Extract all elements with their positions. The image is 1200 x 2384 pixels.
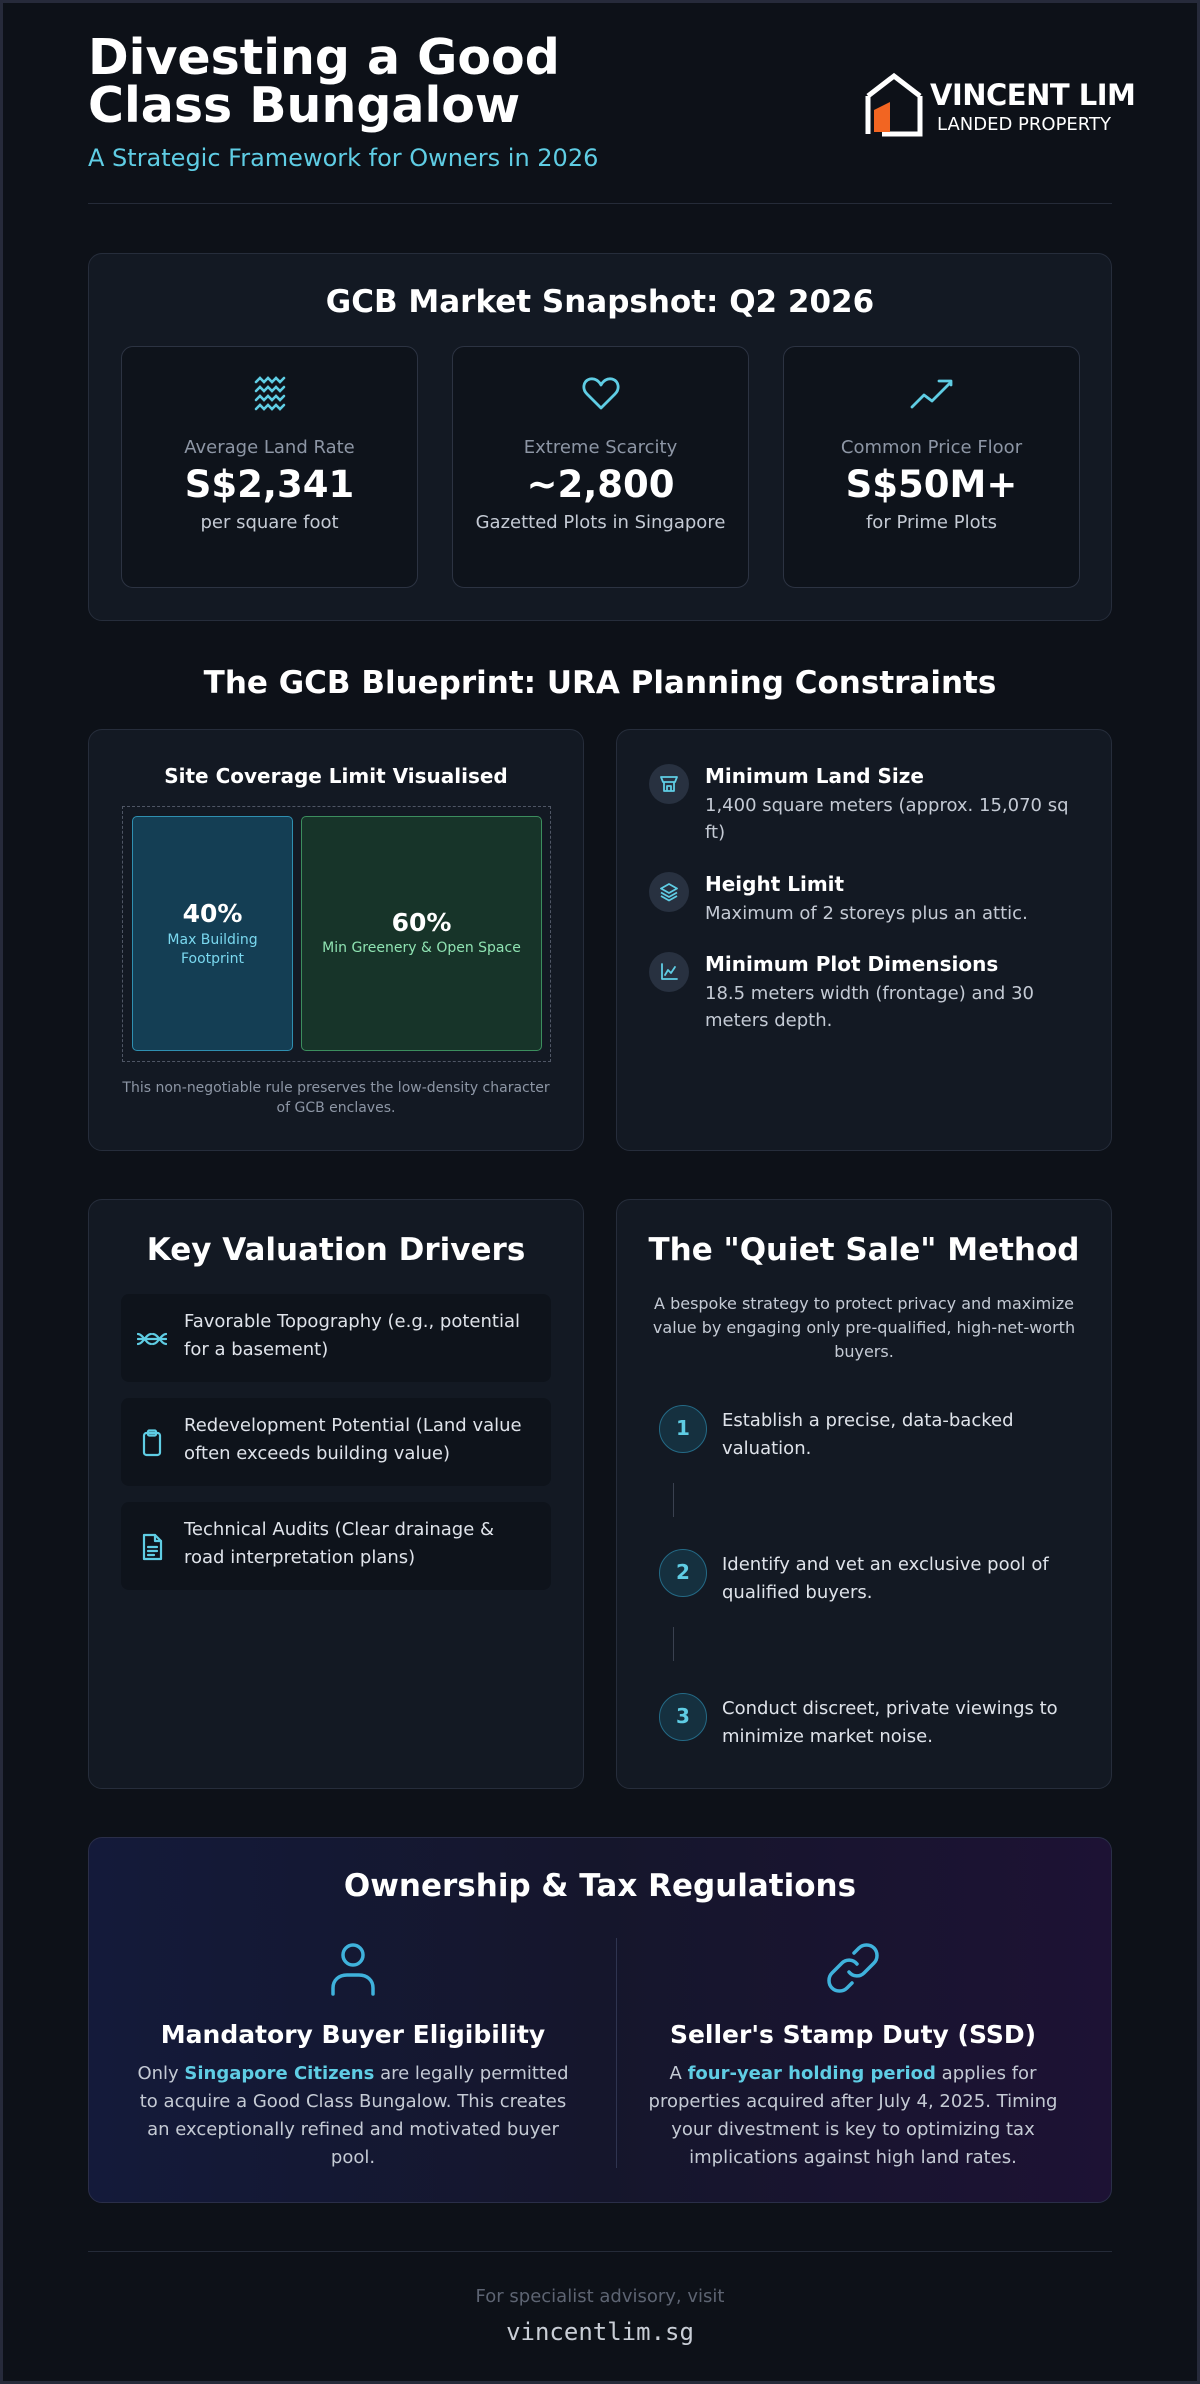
constraint-desc: Maximum of 2 storeys plus an attic. [705, 903, 1028, 924]
ssd-title: Seller's Stamp Duty (SSD) [669, 2020, 1037, 2049]
document-icon [137, 1532, 167, 1562]
building-footprint-block [132, 816, 293, 1051]
driver-item [121, 1502, 551, 1590]
site-coverage-card [88, 729, 584, 1151]
page-subtitle: A Strategic Framework for Owners in 2026 [88, 144, 599, 172]
clipboard-icon [137, 1428, 167, 1458]
constraint-desc: 1,400 square meters (approx. 15,070 sq ft) [705, 795, 1069, 843]
driver-text: Favorable Topography (e.g., potential for a basement) [184, 1311, 520, 1360]
coverage-note: This non-negotiable rule preserves the low-density character of GCB enclaves. [122, 1080, 550, 1116]
constraint-item [649, 762, 1087, 852]
building-pct: 40% [182, 899, 243, 928]
step-item [659, 1693, 1081, 1753]
eligibility-desc: Only Singapore Citizens are legally permitted to acquire a Good Class Bungalow. This creates an exceptionally refined and motivated buyer pool. [137, 2063, 569, 2168]
header [88, 29, 1136, 204]
trending-up-icon [784, 373, 1079, 413]
step-connector [673, 1483, 674, 1517]
user-icon [323, 1938, 383, 1998]
driver-item [121, 1294, 551, 1382]
step-number: 2 [659, 1549, 707, 1597]
brand-logo[interactable] [864, 70, 1136, 138]
house-logo-icon [864, 70, 924, 138]
dimensions-icon [649, 952, 689, 992]
constraint-desc: 18.5 meters width (frontage) and 30 meters depth. [705, 983, 1034, 1031]
stat-card-land-rate [121, 346, 418, 588]
constraints-card [616, 729, 1112, 1151]
step-connector [673, 1627, 674, 1661]
ownership-title: Ownership & Tax Regulations [343, 1868, 857, 1904]
step-number: 1 [659, 1405, 707, 1453]
stat-value: S$2,341 [184, 463, 355, 506]
waves-icon [122, 373, 417, 413]
step-number: 3 [659, 1693, 707, 1741]
constraint-title: Minimum Plot Dimensions [705, 952, 999, 976]
logo-tagline: LANDED PROPERTY [937, 114, 1111, 135]
footer-url-link[interactable]: vincentlim.sg [506, 2318, 694, 2346]
layers-icon [649, 872, 689, 912]
building-label: Max Building Footprint [167, 932, 258, 967]
link-icon [823, 1938, 883, 1998]
step-item [659, 1405, 1081, 1465]
footer-divider [88, 2251, 1112, 2252]
green-label: Min Greenery & Open Space [322, 940, 521, 956]
highlight-citizens: Singapore Citizens [184, 2063, 375, 2084]
stat-value: S$50M+ [845, 463, 1018, 506]
quiet-sale-title: The "Quiet Sale" Method [648, 1232, 1080, 1268]
step-item [659, 1549, 1081, 1609]
stat-card-price-floor [783, 346, 1080, 588]
stat-label: Average Land Rate [184, 437, 355, 458]
driver-item [121, 1398, 551, 1486]
stat-label: Extreme Scarcity [523, 437, 678, 458]
plot-boundary [122, 806, 551, 1062]
quiet-sale-intro: A bespoke strategy to protect privacy and maximize value by engaging only pre-qualified, high-net-worth buyers. [652, 1294, 1076, 1361]
driver-text: Redevelopment Potential (Land value often exceeds building value) [184, 1415, 522, 1464]
snapshot-title: GCB Market Snapshot: Q2 2026 [325, 284, 875, 320]
constraint-title: Height Limit [705, 872, 845, 896]
constraint-item [649, 950, 1087, 1040]
ownership-divider [616, 1938, 617, 2168]
green-pct: 60% [391, 908, 452, 937]
stat-label: Common Price Floor [840, 437, 1023, 458]
topography-icon [137, 1324, 167, 1354]
step-text: Conduct discreet, private viewings to minimize market noise. [722, 1698, 1058, 1747]
valuation-title: Key Valuation Drivers [146, 1232, 526, 1268]
ssd-desc: A four-year holding period applies for properties acquired after July 4, 2025. Timing your divestment is key to optimizing tax implications against high land rates. [648, 2063, 1058, 2168]
logo-name: VINCENT LIM [930, 78, 1136, 112]
greenery-block [301, 816, 542, 1051]
header-divider [88, 203, 1112, 204]
stat-unit: Gazetted Plots in Singapore [475, 512, 726, 533]
driver-text: Technical Audits (Clear drainage & road interpretation plans) [184, 1519, 495, 1568]
quiet-sale-card [616, 1199, 1112, 1789]
coverage-title: Site Coverage Limit Visualised [164, 764, 508, 788]
highlight-holding-period: four-year holding period [687, 2063, 936, 2084]
step-text: Establish a precise, data-backed valuation. [722, 1410, 1014, 1459]
constraint-title: Minimum Land Size [705, 764, 924, 788]
market-snapshot-card [88, 253, 1112, 621]
ownership-card [88, 1837, 1112, 2203]
step-text: Identify and vet an exclusive pool of qualified buyers. [722, 1554, 1049, 1603]
plot-icon [649, 764, 689, 804]
valuation-drivers-card [88, 1199, 584, 1789]
stat-card-scarcity [452, 346, 749, 588]
stat-value: ~2,800 [526, 463, 675, 506]
eligibility-title: Mandatory Buyer Eligibility [160, 2020, 546, 2049]
stat-unit: per square foot [200, 512, 339, 533]
heart-icon [453, 373, 748, 413]
blueprint-title: The GCB Blueprint: URA Planning Constraints [203, 665, 997, 701]
page-title: Divesting a Good Class Bungalow [88, 29, 560, 134]
footer-text: For specialist advisory, visit [475, 2286, 725, 2307]
constraint-item [649, 870, 1087, 930]
stat-unit: for Prime Plots [865, 512, 998, 533]
